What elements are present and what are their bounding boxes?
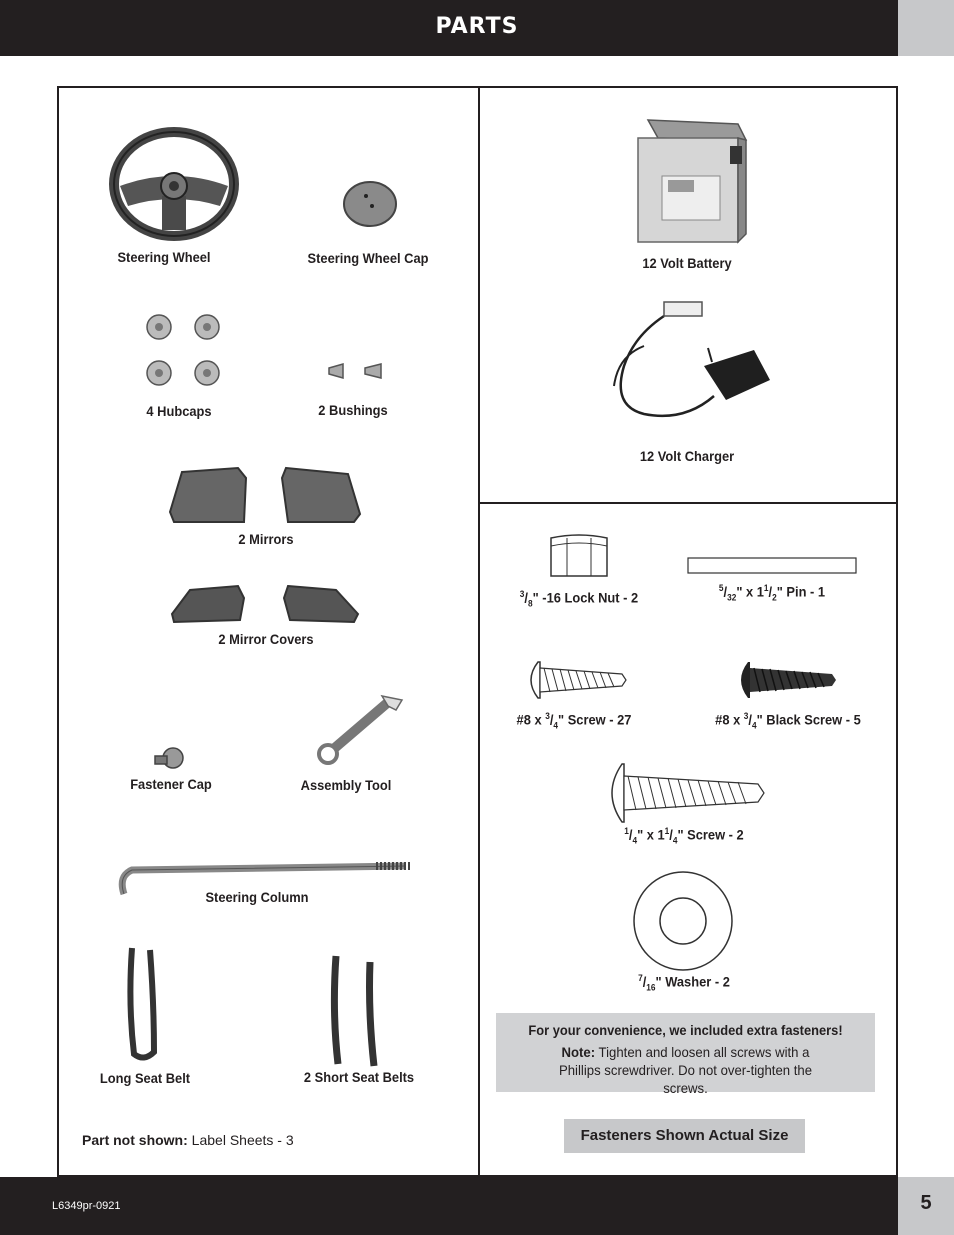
part-not-shown-label: Part not shown: [82, 1132, 188, 1148]
washer-rest: " Washer - 2 [655, 973, 730, 990]
label-long-seat-belt: Long Seat Belt [99, 1070, 191, 1086]
label-pin: $^5/_{32}$" x $1^1/_2$" Pin - 1 [718, 583, 826, 603]
label-charger: 12 Volt Charger [639, 448, 735, 464]
long-seat-belt-icon [120, 944, 164, 1064]
black-screw-den: 4 [752, 720, 757, 731]
label-mirrors: 2 Mirrors [238, 531, 294, 547]
pin-den: 32 [727, 592, 737, 603]
label-washer: $^7/_{16}$" Washer - 2 [638, 973, 730, 993]
label-lock-nut: $^3/_8$" -16 Lock Nut - 2 [519, 589, 639, 609]
mirrors-icon [168, 464, 362, 526]
screw-27-pre: #8 x [516, 711, 546, 728]
note-label: Note: [561, 1044, 596, 1060]
lock-nut-rest: " -16 Lock Nut - 2 [532, 589, 639, 606]
lock-nut-num: 3 [519, 589, 525, 599]
screw-27-rest: " Screw - 27 [558, 711, 632, 728]
label-mirror-covers: 2 Mirror Covers [218, 631, 314, 647]
label-steering-column: Steering Column [205, 889, 309, 905]
fastener-note-box [496, 1013, 875, 1096]
lock-nut-den: 8 [527, 598, 533, 609]
bushings-icon [325, 358, 387, 384]
pin-icon [687, 557, 857, 575]
note-headline: For your convenience, we included extra fasteners! [528, 1022, 843, 1038]
pin-num2: 1 [763, 583, 769, 593]
charger-icon [604, 296, 774, 424]
black-screw-icon [734, 660, 838, 700]
washer-num: 7 [638, 973, 643, 983]
black-screw-num: 3 [743, 711, 749, 721]
pin-den2: 2 [772, 592, 777, 603]
fasteners-shown-actual-size: Fasteners Shown Actual Size [564, 1119, 805, 1153]
steering-wheel-cap-icon [342, 180, 398, 228]
page-number: 5 [920, 1192, 932, 1214]
label-battery: 12 Volt Battery [642, 255, 732, 271]
black-screw-rest: " Black Screw - 5 [756, 711, 861, 728]
label-steering-wheel-cap: Steering Wheel Cap [307, 250, 429, 266]
screw-2-mid: " x 1 [637, 826, 665, 843]
label-steering-wheel: Steering Wheel [117, 249, 211, 265]
long-screw-icon [602, 762, 768, 824]
footer-bar [0, 1177, 898, 1235]
black-screw-pre: #8 x [715, 711, 744, 728]
pin-mid: " x 1 [736, 583, 764, 600]
label-short-seat-belts: 2 Short Seat Belts [303, 1069, 415, 1085]
label-hubcaps: 4 Hubcaps [146, 403, 212, 419]
label-bushings: 2 Bushings [318, 402, 388, 418]
page-title: PARTS [435, 14, 519, 39]
fastener-cap-icon [151, 744, 187, 774]
screw-2-num2: 1 [664, 826, 670, 836]
label-screw-27: #8 x $^3/_4$" Screw - 27 [516, 711, 632, 731]
part-not-shown-value: Label Sheets - 3 [187, 1132, 294, 1148]
screw-2-den: 4 [632, 835, 638, 846]
screw-2-den2: 4 [672, 835, 678, 846]
assembly-tool-icon [316, 692, 406, 768]
hubcaps-icon [144, 310, 224, 392]
screw-27-den: 4 [553, 720, 559, 731]
document-code: L6349pr-0921 [52, 1200, 121, 1212]
washer-den: 16 [646, 982, 656, 993]
label-black-screw: #8 x $^3/_4$" Black Screw - 5 [715, 711, 861, 731]
short-seat-belts-icon [326, 952, 384, 1070]
screw-2-num: 1 [624, 826, 629, 836]
lock-nut-icon [545, 532, 613, 580]
steering-wheel-icon [110, 126, 238, 238]
battery-icon [634, 116, 750, 246]
label-fastener-cap: Fastener Cap [130, 776, 212, 792]
note-body [507, 1043, 863, 1097]
label-screw-2: $^1/_4$" x $1^1/_4$" Screw - 2 [624, 826, 744, 846]
part-not-shown [82, 1132, 294, 1148]
screw-icon [524, 660, 628, 700]
screw-27-num: 3 [545, 711, 550, 721]
washer-icon [632, 870, 734, 972]
note-text: Tighten and loosen all screws with a Phillips screwdriver. Do not over-tighten the screws. [558, 1044, 813, 1096]
pin-rest: " Pin - 1 [776, 583, 826, 600]
mirror-covers-icon [168, 582, 360, 626]
label-assembly-tool: Assembly Tool [300, 777, 392, 793]
pin-num: 5 [718, 583, 724, 593]
screw-2-rest: " Screw - 2 [677, 826, 744, 843]
